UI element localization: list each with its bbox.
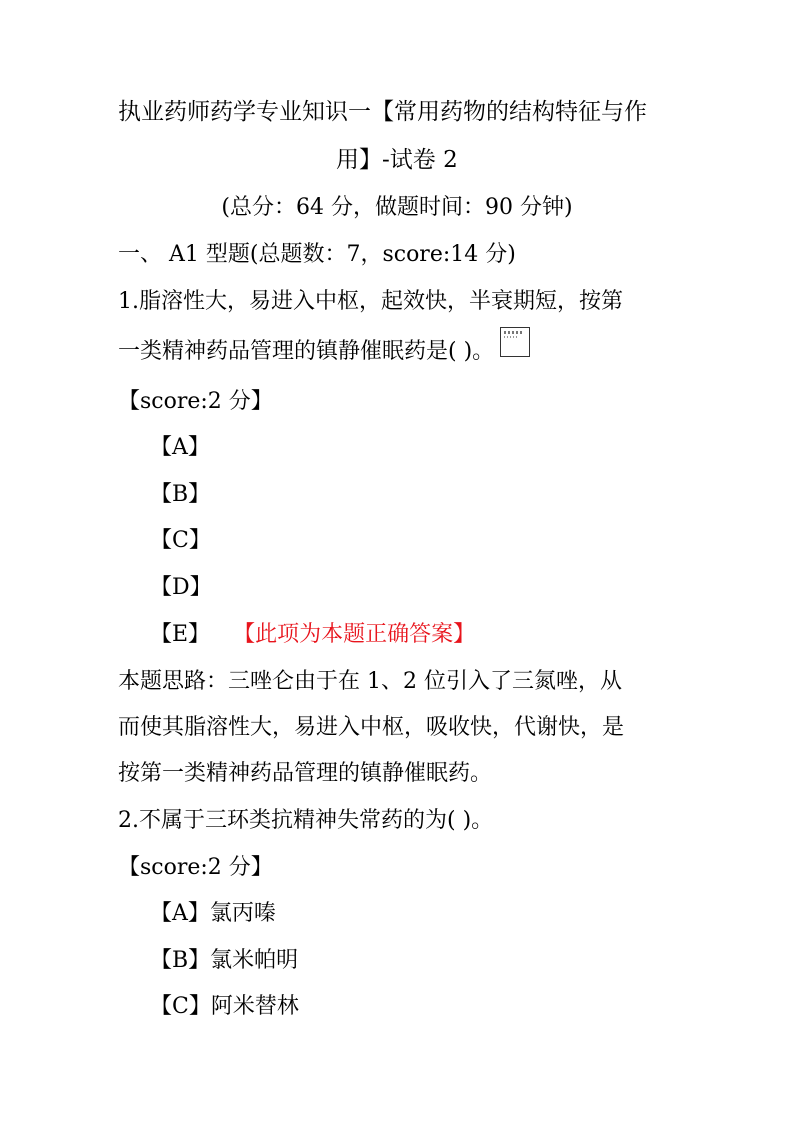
option-label: 【C】 — [150, 994, 211, 1019]
question-2-option-a — [150, 896, 710, 932]
option-label: 【C】 — [150, 528, 211, 553]
question-1-option-b — [150, 477, 710, 513]
question-1-explanation-line-1: 本题思路：三唑仑由于在 1、2 位引入了三氮唑，从 — [118, 669, 622, 694]
question-1-explanation-line-3: 按第一类精神药品管理的镇静催眠药。 — [118, 761, 493, 786]
option-label: 【A】 — [150, 435, 210, 460]
question-1-option-e — [150, 617, 710, 653]
section-heading: 一、 A1 型题(总题数：7，score:14 分) — [118, 242, 516, 267]
question-1-score: 【score:2 分】 — [118, 389, 273, 414]
option-text: 氯米帕明 — [210, 948, 299, 973]
question-1-stem-line-2: 一类精神药品管理的镇静催眠药是( )。 — [118, 339, 495, 364]
question-2-option-b — [150, 943, 710, 979]
question-1-stem-line-2-row — [118, 334, 678, 370]
structure-image-icon — [500, 327, 530, 357]
question-1-stem-line-1: 1.脂溶性大，易进入中枢，起效快，半衰期短，按第 — [118, 289, 623, 314]
question-1-option-c — [150, 523, 710, 559]
option-text: 氯丙嗪 — [209, 901, 276, 926]
question-2-stem: 2.不属于三环类抗精神失常药的为( )。 — [118, 808, 494, 833]
option-label: 【B】 — [150, 948, 211, 973]
option-label: 【A】 — [150, 901, 210, 926]
correct-answer-mark: 【此项为本题正确答案】 — [244, 622, 476, 647]
question-2-score: 【score:2 分】 — [118, 855, 273, 880]
option-text: 阿米替林 — [210, 994, 299, 1019]
document-title-line-2: 用】-试卷 2 — [336, 147, 458, 173]
question-1-explanation-line-2: 而使其脂溶性大，易进入中枢，吸收快，代谢快，是 — [118, 715, 625, 740]
question-1-option-a — [150, 430, 710, 466]
option-label: 【D】 — [150, 575, 212, 600]
exam-meta: (总分：64 分，做题时间：90 分钟) — [221, 195, 573, 220]
document-title-line-1: 执业药师药学专业知识一【常用药物的结构特征与作 — [118, 99, 647, 125]
option-label: 【B】 — [150, 482, 211, 507]
question-1-option-d — [150, 570, 710, 606]
question-2-option-c — [150, 989, 710, 1025]
option-label: 【E】 — [150, 622, 211, 647]
